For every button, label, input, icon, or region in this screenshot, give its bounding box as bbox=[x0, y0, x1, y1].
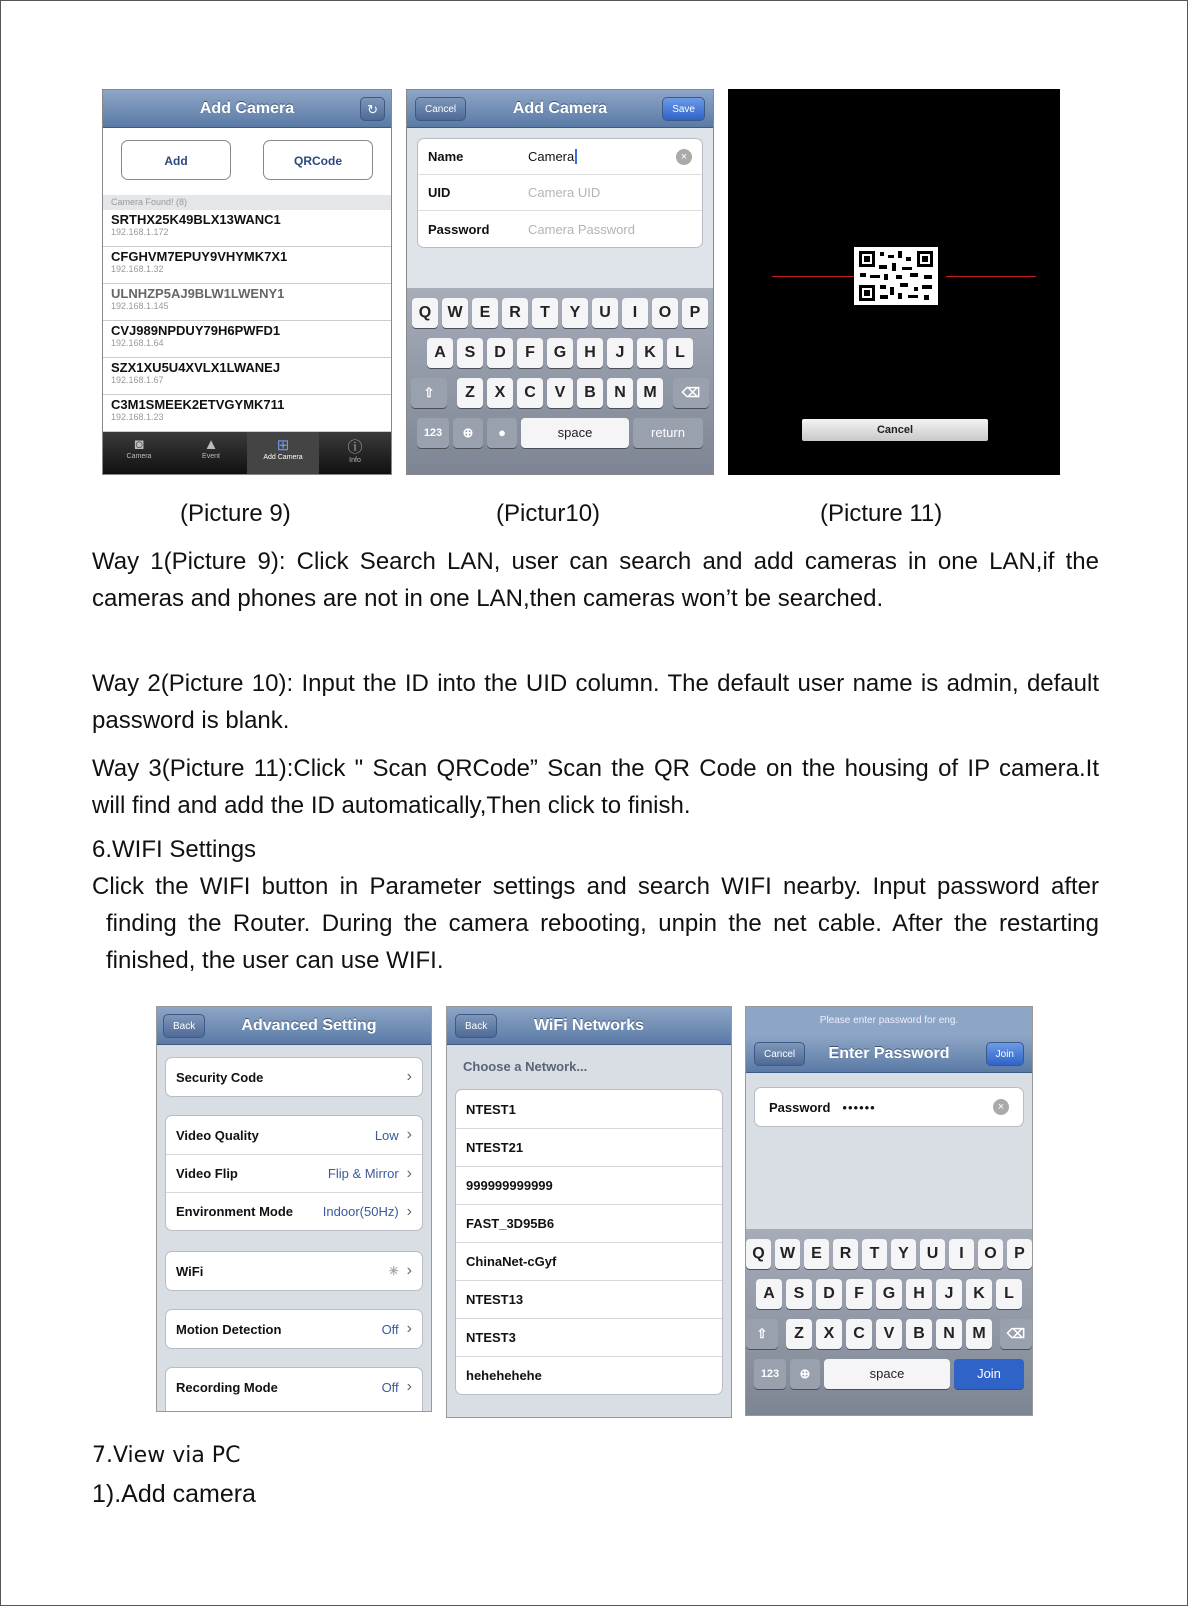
refresh-icon: ↻ bbox=[367, 102, 378, 117]
cancel-button[interactable]: Cancel bbox=[754, 1042, 805, 1066]
key-n[interactable]: N bbox=[607, 378, 633, 408]
camera-uid: ULNHZP5AJ9BLW1LWENY1 bbox=[111, 286, 285, 301]
tab-bar bbox=[103, 432, 391, 474]
key-g[interactable]: G bbox=[876, 1279, 902, 1309]
backspace-key[interactable]: ⌫ bbox=[673, 378, 709, 408]
bell-icon: ▲ bbox=[203, 436, 219, 453]
camera-ip: 192.168.1.145 bbox=[111, 301, 169, 311]
back-button[interactable]: Back bbox=[163, 1014, 205, 1038]
security-code-row[interactable]: Security Code › bbox=[176, 1068, 412, 1085]
key-x[interactable]: X bbox=[487, 378, 513, 408]
key-o[interactable]: O bbox=[652, 298, 678, 328]
key-a[interactable]: A bbox=[756, 1279, 782, 1309]
caption-picture-11: (Picture 11) bbox=[820, 500, 943, 527]
key-n[interactable]: N bbox=[936, 1319, 962, 1349]
key-c[interactable]: C bbox=[517, 378, 543, 408]
video-quality-row[interactable]: Video Quality Low › bbox=[176, 1126, 412, 1143]
key-t[interactable]: T bbox=[862, 1239, 887, 1269]
key-z[interactable]: Z bbox=[457, 378, 483, 408]
chevron-right-icon: › bbox=[406, 1126, 412, 1143]
key-c[interactable]: C bbox=[846, 1319, 872, 1349]
caption-picture-10: (Pictur10) bbox=[496, 500, 601, 527]
key-u[interactable]: U bbox=[920, 1239, 945, 1269]
password-value: •••••• bbox=[842, 1099, 876, 1115]
password-field[interactable] bbox=[754, 1087, 1024, 1127]
key-g[interactable]: G bbox=[547, 338, 573, 368]
network-list bbox=[455, 1089, 723, 1395]
cancel-button[interactable]: Cancel bbox=[415, 97, 466, 121]
camera-ip: 192.168.1.67 bbox=[111, 375, 164, 385]
key-j[interactable]: J bbox=[607, 338, 633, 368]
section-7-heading: 7.View via PC bbox=[92, 1443, 241, 1468]
camera-ip: 192.168.1.172 bbox=[111, 227, 169, 237]
back-button[interactable]: Back bbox=[455, 1014, 497, 1038]
clear-icon[interactable]: × bbox=[993, 1099, 1009, 1115]
camera-ip: 192.168.1.32 bbox=[111, 264, 164, 274]
scan-line-right bbox=[946, 276, 1036, 277]
key-s[interactable]: S bbox=[786, 1279, 812, 1309]
qr-code-icon bbox=[854, 247, 938, 305]
key-t[interactable]: T bbox=[532, 298, 558, 328]
section-header: Camera Found! (8) bbox=[103, 195, 391, 210]
key-r[interactable]: R bbox=[502, 298, 528, 328]
key-s[interactable]: S bbox=[457, 338, 483, 368]
tab-add-camera[interactable]: ⊞ Add Camera bbox=[247, 432, 319, 474]
camera-list-item[interactable] bbox=[103, 284, 391, 321]
key-i[interactable]: I bbox=[949, 1239, 974, 1269]
key-h[interactable]: H bbox=[906, 1279, 932, 1309]
tab-camera[interactable]: ◙ Camera bbox=[103, 432, 175, 474]
network-item[interactable] bbox=[456, 1318, 722, 1356]
add-camera-icon: ⊞ bbox=[276, 437, 290, 454]
network-name: 999999999999 bbox=[466, 1178, 553, 1193]
network-item[interactable] bbox=[456, 1166, 722, 1204]
return-key[interactable]: return bbox=[633, 418, 703, 448]
camera-icon: ◙ bbox=[134, 436, 144, 453]
key-a[interactable]: A bbox=[427, 338, 453, 368]
wifi-heading: 6.WIFI Settings bbox=[92, 836, 257, 863]
network-item[interactable] bbox=[456, 1090, 722, 1128]
screenshot-advanced-setting bbox=[156, 1006, 432, 1412]
camera-ip: 192.168.1.64 bbox=[111, 338, 164, 348]
camera-uid: C3M1SMEEK2ETVGYMK711 bbox=[111, 397, 285, 412]
key-e[interactable]: E bbox=[804, 1239, 829, 1269]
key-l[interactable]: L bbox=[667, 338, 693, 368]
network-name: hehehehehe bbox=[466, 1368, 542, 1383]
tab-info[interactable]: ⓘ Info bbox=[319, 432, 391, 474]
key-q[interactable]: Q bbox=[412, 298, 438, 328]
join-button[interactable]: Join bbox=[986, 1042, 1024, 1066]
chevron-right-icon: › bbox=[406, 1202, 412, 1220]
chevron-right-icon: › bbox=[406, 1262, 412, 1279]
key-i[interactable]: I bbox=[622, 298, 648, 328]
key-k[interactable]: K bbox=[966, 1279, 992, 1309]
space-key[interactable]: space bbox=[521, 418, 629, 448]
nav-bar bbox=[103, 90, 391, 128]
name-label: Name bbox=[428, 149, 464, 164]
screenshot-picture-11 bbox=[728, 89, 1060, 475]
network-name: FAST_3D95B6 bbox=[466, 1216, 555, 1231]
camera-form bbox=[417, 138, 703, 248]
key-f[interactable]: F bbox=[517, 338, 543, 368]
screenshot-picture-9 bbox=[102, 89, 392, 475]
space-key[interactable]: space bbox=[824, 1359, 950, 1389]
screenshot-enter-password bbox=[745, 1006, 1033, 1416]
cancel-button[interactable]: Cancel bbox=[802, 419, 988, 441]
key-x[interactable]: X bbox=[816, 1319, 842, 1349]
video-flip-row[interactable]: Video Flip Flip & Mirror › bbox=[166, 1154, 422, 1192]
microphone-icon[interactable]: ● bbox=[487, 418, 517, 448]
key-f[interactable]: F bbox=[846, 1279, 872, 1309]
key-v[interactable]: V bbox=[547, 378, 573, 408]
screenshot-picture-10 bbox=[406, 89, 714, 475]
nav-title: Add Camera bbox=[199, 100, 295, 117]
uid-input[interactable]: Camera UID bbox=[528, 185, 601, 200]
camera-list-item[interactable] bbox=[103, 358, 391, 395]
chevron-right-icon: › bbox=[406, 1378, 412, 1395]
shift-key[interactable]: ⇧ bbox=[746, 1319, 778, 1349]
camera-uid: CFGHVM7EPUY9VHYMK7X1 bbox=[111, 249, 288, 264]
globe-icon[interactable]: ⊕ bbox=[453, 418, 483, 448]
password-prompt: Please enter password for eng. bbox=[746, 1007, 1032, 1035]
camera-list-item[interactable] bbox=[103, 395, 391, 432]
camera-ip: 192.168.1.23 bbox=[111, 412, 164, 422]
nav-title: Enter Password bbox=[828, 1045, 950, 1062]
info-icon: ⓘ bbox=[347, 439, 363, 456]
camera-list-item[interactable] bbox=[103, 247, 391, 284]
keyboard bbox=[746, 1229, 1032, 1415]
network-item[interactable] bbox=[456, 1280, 722, 1318]
backspace-key[interactable]: ⌫ bbox=[1000, 1319, 1032, 1349]
wifi-row[interactable]: WiFi ✳ › bbox=[176, 1262, 412, 1279]
way1-paragraph: Way 1(Picture 9): Click Search LAN, user can search and add cameras in one LAN,if the cameras and phones are not in one LAN,then cameras won’t be searched. bbox=[92, 548, 1099, 612]
network-name: ChinaNet-cGyf bbox=[466, 1254, 557, 1269]
chevron-right-icon: › bbox=[406, 1320, 412, 1337]
key-h[interactable]: H bbox=[577, 338, 603, 368]
uid-label: UID bbox=[428, 185, 451, 200]
key-d[interactable]: D bbox=[487, 338, 513, 368]
password-label: Password bbox=[428, 221, 490, 237]
refresh-button[interactable] bbox=[360, 97, 385, 121]
camera-uid: CVJ989NPDUY79H6PWFD1 bbox=[111, 323, 281, 338]
key-j[interactable]: J bbox=[936, 1279, 962, 1309]
camera-uid: SRTHX25K49BLX13WANC1 bbox=[111, 212, 281, 227]
way2-paragraph: Way 2(Picture 10): Input the ID into the UID column. The default user name is admin, default password is blank. bbox=[92, 670, 1099, 734]
add-camera-heading: 1).Add camera bbox=[92, 1480, 256, 1508]
clear-icon[interactable]: × bbox=[676, 149, 692, 165]
camera-uid: SZX1XU5U4XVLX1LWANEJ bbox=[111, 360, 281, 375]
key-w[interactable]: W bbox=[442, 298, 468, 328]
globe-icon[interactable]: ⊕ bbox=[790, 1359, 820, 1389]
keyboard bbox=[407, 288, 713, 474]
name-input[interactable]: Camera bbox=[528, 149, 577, 164]
join-key[interactable]: Join bbox=[954, 1359, 1024, 1389]
qrcode-button[interactable]: QRCode bbox=[263, 140, 373, 180]
network-list-header: Choose a Network... bbox=[463, 1059, 588, 1074]
password-input[interactable]: Camera Password bbox=[528, 221, 635, 237]
key-d[interactable]: D bbox=[816, 1279, 842, 1309]
network-item[interactable] bbox=[456, 1356, 722, 1394]
network-item[interactable] bbox=[456, 1128, 722, 1166]
numbers-key[interactable]: 123 bbox=[417, 418, 449, 448]
network-name: NTEST21 bbox=[466, 1140, 524, 1155]
recording-mode-row[interactable]: Recording Mode Off › bbox=[176, 1378, 412, 1395]
key-l[interactable]: L bbox=[996, 1279, 1022, 1309]
key-w[interactable]: W bbox=[775, 1239, 800, 1269]
key-y[interactable]: Y bbox=[891, 1239, 916, 1269]
camera-list-item[interactable] bbox=[103, 321, 391, 358]
save-button[interactable]: Save bbox=[662, 97, 705, 121]
key-o[interactable]: O bbox=[978, 1239, 1003, 1269]
key-m[interactable]: M bbox=[966, 1319, 992, 1349]
spinner-icon: ✳ bbox=[388, 1264, 399, 1278]
password-label: Password bbox=[769, 1099, 831, 1115]
chevron-right-icon: › bbox=[406, 1068, 412, 1085]
tab-event[interactable]: ▲ Event bbox=[175, 432, 247, 474]
nav-title: WiFi Networks bbox=[533, 1017, 645, 1034]
key-p[interactable]: P bbox=[682, 298, 708, 328]
network-name: NTEST1 bbox=[466, 1101, 516, 1117]
shift-key[interactable]: ⇧ bbox=[411, 378, 447, 408]
numbers-key[interactable]: 123 bbox=[754, 1359, 786, 1389]
add-button[interactable]: Add bbox=[121, 140, 231, 180]
nav-title: Add Camera bbox=[512, 100, 608, 117]
way3-paragraph: Way 3(Picture 11):Click " Scan QRCode” Scan the QR Code on the housing of IP camera.It will find and add the ID automatically,Then click to finish. bbox=[92, 755, 1099, 819]
motion-detection-row[interactable]: Motion Detection Off › bbox=[176, 1320, 412, 1337]
network-name: NTEST3 bbox=[466, 1330, 516, 1345]
key-u[interactable]: U bbox=[592, 298, 618, 328]
key-q[interactable]: Q bbox=[746, 1239, 771, 1269]
chevron-right-icon: › bbox=[406, 1164, 412, 1182]
environment-mode-row[interactable]: Environment Mode Indoor(50Hz) › bbox=[166, 1192, 422, 1230]
caption-picture-9: (Picture 9) bbox=[180, 500, 291, 527]
key-m[interactable]: M bbox=[637, 378, 663, 408]
network-item[interactable] bbox=[456, 1204, 722, 1242]
key-b[interactable]: B bbox=[906, 1319, 932, 1349]
camera-list bbox=[103, 210, 391, 432]
wifi-paragraph: Click the WIFI button in Parameter settings and search WIFI nearby. Input password after finding the Router. During the camera rebooting, unpin the net cable. After the restarting finished, the user can use WIFI. bbox=[92, 873, 1099, 974]
key-v[interactable]: V bbox=[876, 1319, 902, 1349]
key-y[interactable]: Y bbox=[562, 298, 588, 328]
nav-title: Advanced Setting bbox=[241, 1017, 377, 1034]
key-r[interactable]: R bbox=[833, 1239, 858, 1269]
camera-list-item[interactable] bbox=[103, 210, 391, 247]
key-p[interactable]: P bbox=[1007, 1239, 1032, 1269]
network-item[interactable] bbox=[456, 1242, 722, 1280]
key-b[interactable]: B bbox=[577, 378, 603, 408]
key-e[interactable]: E bbox=[472, 298, 498, 328]
network-name: NTEST13 bbox=[466, 1292, 524, 1307]
key-z[interactable]: Z bbox=[786, 1319, 812, 1349]
screenshot-wifi-networks bbox=[446, 1006, 732, 1418]
key-k[interactable]: K bbox=[637, 338, 663, 368]
